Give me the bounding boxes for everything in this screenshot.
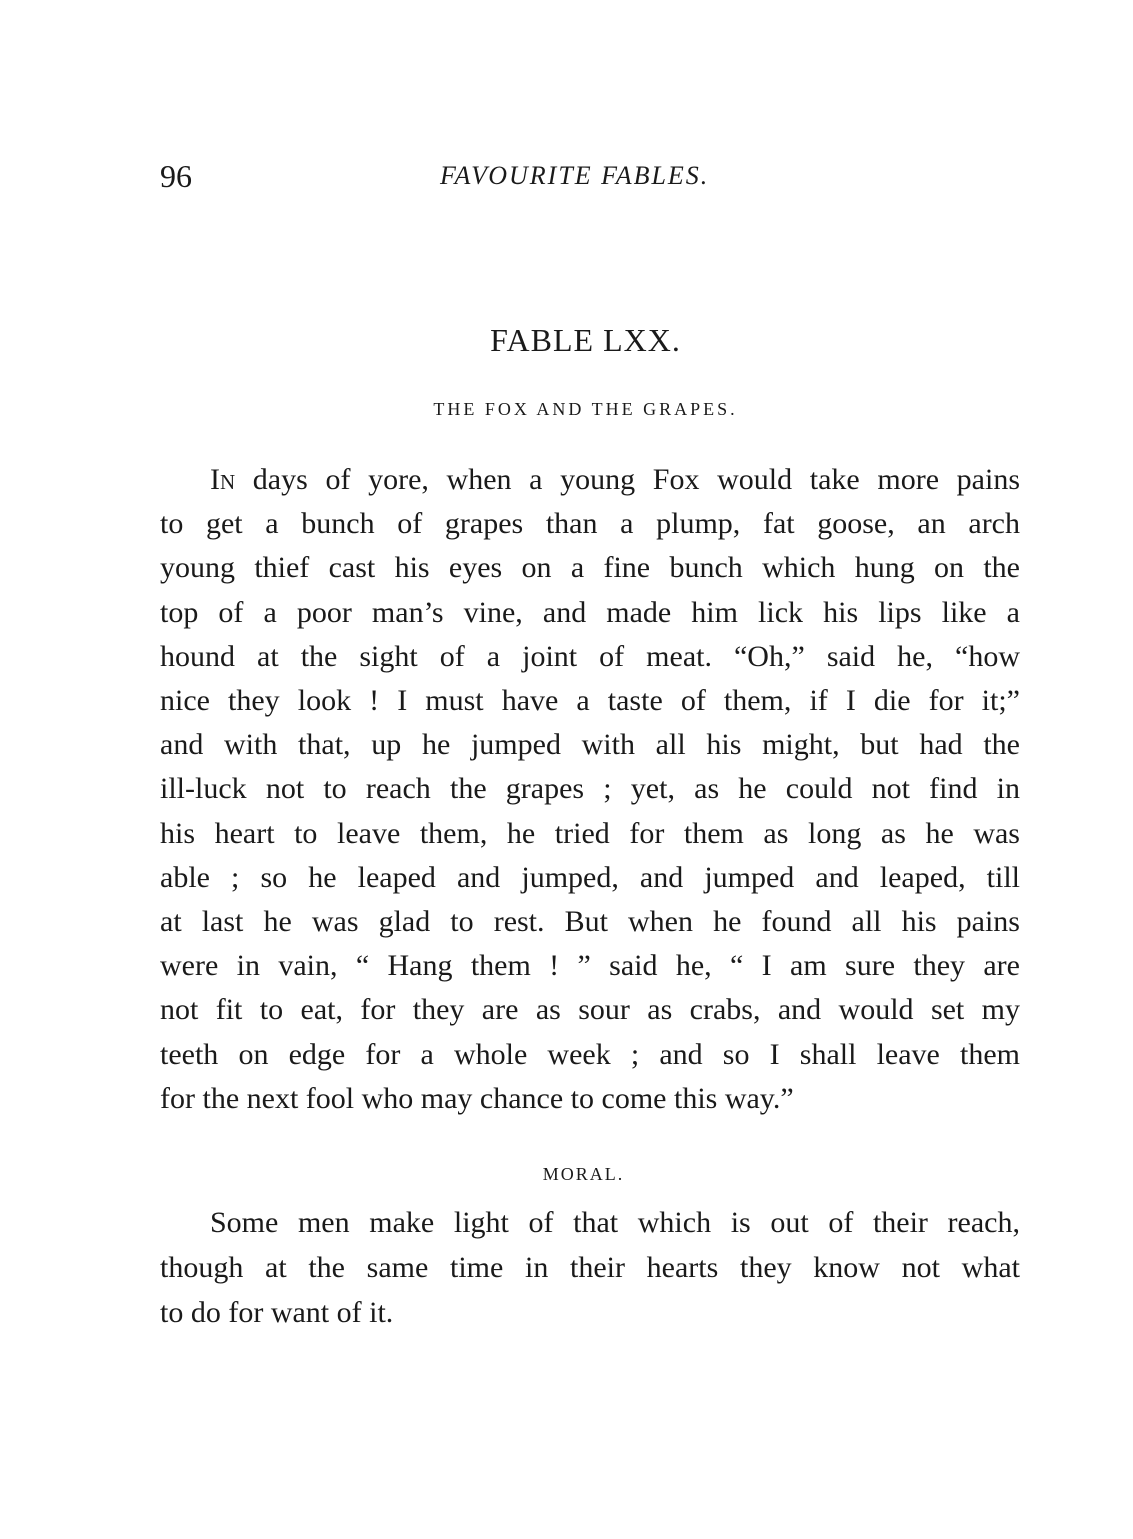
moral-line: Some men make light of that which is out of their reach, [210, 1206, 1020, 1239]
body-line: young thief cast his eyes on a fine bunch which hung on the [160, 551, 1020, 585]
body-line: hound at the sight of a joint of meat. “Oh,” said he, “how [160, 639, 1020, 673]
fable-body [160, 458, 1020, 1121]
moral-line: though at the same time in their hearts they know not what [160, 1251, 1020, 1284]
body-line: In days of yore, when a young Fox would take more pains [210, 463, 1020, 496]
body-line: to get a bunch of grapes than a plump, fat goose, an arch [160, 507, 1020, 541]
moral-heading: MORAL. [542, 1164, 625, 1184]
drop-word: In [210, 463, 236, 496]
body-line: and with that, up he jumped with all his might, but had the [160, 728, 1020, 762]
fable-number: FABLE LXX. [490, 322, 681, 358]
body-line: not fit to eat, for they are as sour as crabs, and would set my [160, 993, 1020, 1027]
body-line: his heart to leave them, he tried for them as long as he was [160, 816, 1020, 850]
body-line: able ; so he leaped and jumped, and jumped and leaped, till [160, 860, 1020, 894]
body-line: ill-luck not to reach the grapes ; yet, as he could not find in [160, 772, 1020, 806]
body-line: at last he was glad to rest. But when he found all his pains [160, 905, 1020, 939]
body-line: for the next fool who may chance to come this way.” [160, 1081, 794, 1115]
body-line: top of a poor man’s vine, and made him lick his lips like a [160, 595, 1020, 629]
body-line: nice they look ! I must have a taste of them, if I die for it;” [160, 684, 1020, 718]
moral-body [160, 1200, 1020, 1335]
moral-line: to do for want of it. [160, 1296, 394, 1329]
body-line: teeth on edge for a whole week ; and so I shall leave them [160, 1037, 1020, 1071]
running-title: FAVOURITE FABLES. [440, 161, 710, 190]
body-line: were in vain, “ Hang them ! ” said he, “ I am sure they are [160, 949, 1020, 983]
page-number: 96 [160, 158, 192, 194]
running-header [160, 160, 1020, 200]
fable-title: THE FOX AND THE GRAPES. [433, 399, 738, 419]
